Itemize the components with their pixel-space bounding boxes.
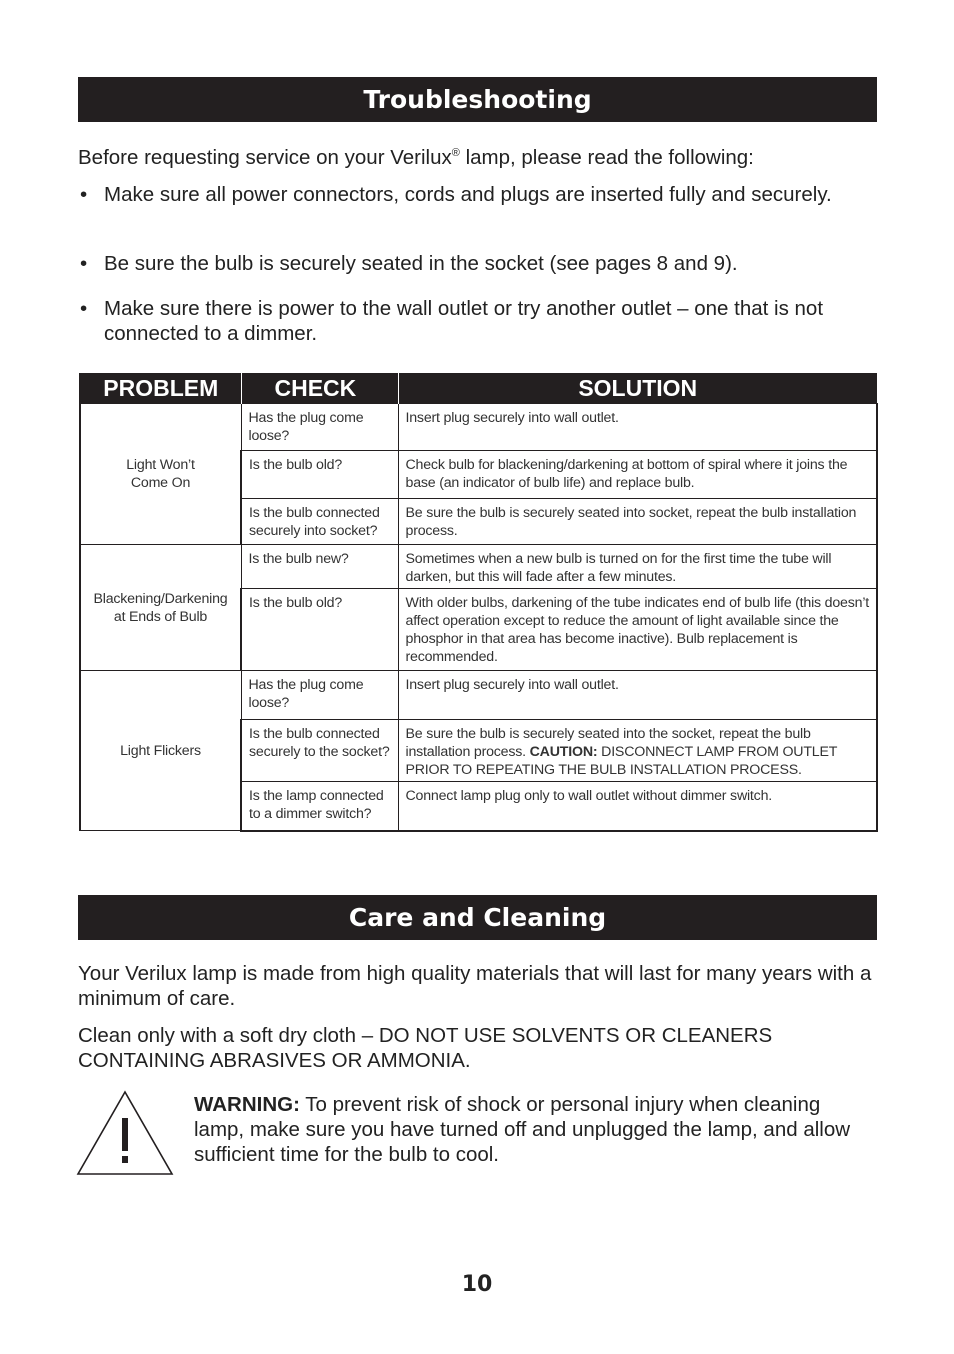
bullet-dot: • <box>80 183 88 206</box>
check-cell: Is the bulb connected securely to the socket? <box>241 720 398 782</box>
solution-cell: With older bulbs, darkening of the tube indicates end of bulb life (this doesn’t affect operation except to reduce the amount of light available since the phosphor in that area has become inactive). Bulb replacement is recommended. <box>398 589 877 671</box>
problem-line: Blackening/Darkening <box>93 590 228 607</box>
troubleshooting-heading: Troubleshooting <box>78 77 877 122</box>
check-cell: Is the bulb new? <box>241 545 398 589</box>
solution-text: Be sure the bulb is securely seated into the socket, repeat the bulb installation process. <box>405 726 811 760</box>
problem-cell <box>80 545 241 671</box>
check-cell: Has the plug come loose? <box>241 404 398 451</box>
solution-cell: Connect lamp plug only to wall outlet without dimmer switch. <box>398 782 877 831</box>
solution-cell: Insert plug securely into wall outlet. <box>398 404 877 451</box>
check-cell: Is the bulb old? <box>241 451 398 499</box>
problem-cell <box>80 671 241 831</box>
problem-line: Come On <box>130 475 191 491</box>
intro-text-after: lamp, please read the following: <box>459 146 754 169</box>
bullet-text: Be sure the bulb is securely seated in the socket (see pages 8 and 9). <box>104 252 738 275</box>
table-row <box>80 671 877 720</box>
check-cell: Has the plug come loose? <box>241 671 398 720</box>
troubleshooting-table <box>79 373 878 832</box>
problem-line: Light Won’t <box>126 457 195 473</box>
intro-text-before: Before requesting service on your Verilux <box>78 146 452 169</box>
header-solution: SOLUTION <box>398 373 877 404</box>
table-row <box>80 404 877 451</box>
page-number: 10 <box>461 1272 493 1297</box>
troubleshooting-intro <box>78 145 878 170</box>
header-check: CHECK <box>241 373 398 404</box>
bullet-text: Make sure all power connectors, cords and plugs are inserted fully and securely. <box>104 183 832 206</box>
problem-line: Light Flickers <box>120 742 201 759</box>
check-cell: Is the bulb old? <box>241 589 398 671</box>
bullet-text: Make sure there is power to the wall outlet or try another outlet – one that is not connected to a dimmer. <box>104 297 824 345</box>
problem-line: at Ends of Bulb <box>113 608 208 625</box>
bullet-dot: • <box>80 252 88 275</box>
warning-label: WARNING: <box>194 1093 300 1116</box>
care-paragraph: Clean only with a soft dry cloth – DO NOT USE SOLVENTS OR CLEANERS CONTAINING ABRASIVES OR AMMONIA. <box>78 1024 773 1072</box>
solution-cell: Check bulb for blackening/darkening at bottom of spiral where it joins the base (an indicator of bulb life) and replace bulb. <box>398 451 877 499</box>
solution-text: DISCONNECT LAMP FROM OUTLET PRIOR TO REPEATING THE BULB INSTALLATION PROCESS. <box>405 744 837 778</box>
warning-message <box>194 1092 874 1167</box>
registered-mark: ® <box>451 147 460 159</box>
warning-triangle-icon <box>76 1090 174 1176</box>
bullet-item <box>78 182 878 207</box>
solution-cell: Be sure the bulb is securely seated into socket, repeat the bulb installation process. <box>398 499 877 545</box>
warning-text: To prevent risk of shock or personal injury when cleaning lamp, make sure you have turned off and unplugged the lamp, and allow sufficient time for the bulb to cool. <box>194 1093 851 1166</box>
header-problem: PROBLEM <box>80 373 241 404</box>
care-paragraph: Your Verilux lamp is made from high quality materials that will last for many years with a minimum of care. <box>78 962 872 1010</box>
bullet-item <box>78 251 878 276</box>
bullet-dot: • <box>80 297 88 320</box>
solution-cell: Insert plug securely into wall outlet. <box>398 671 877 720</box>
check-cell: Is the lamp connected to a dimmer switch? <box>241 782 398 831</box>
problem-cell <box>80 404 241 545</box>
care-heading: Care and Cleaning <box>78 895 877 940</box>
caution-label: CAUTION: <box>529 744 598 760</box>
check-cell: Is the bulb connected securely into socket? <box>241 499 398 545</box>
solution-cell: Sometimes when a new bulb is turned on for the first time the tube will darken, but this will fade after a few minutes. <box>398 545 877 589</box>
table-row <box>80 545 877 589</box>
bullet-item <box>78 296 878 346</box>
table-header-row <box>80 373 877 404</box>
solution-cell <box>398 720 877 782</box>
